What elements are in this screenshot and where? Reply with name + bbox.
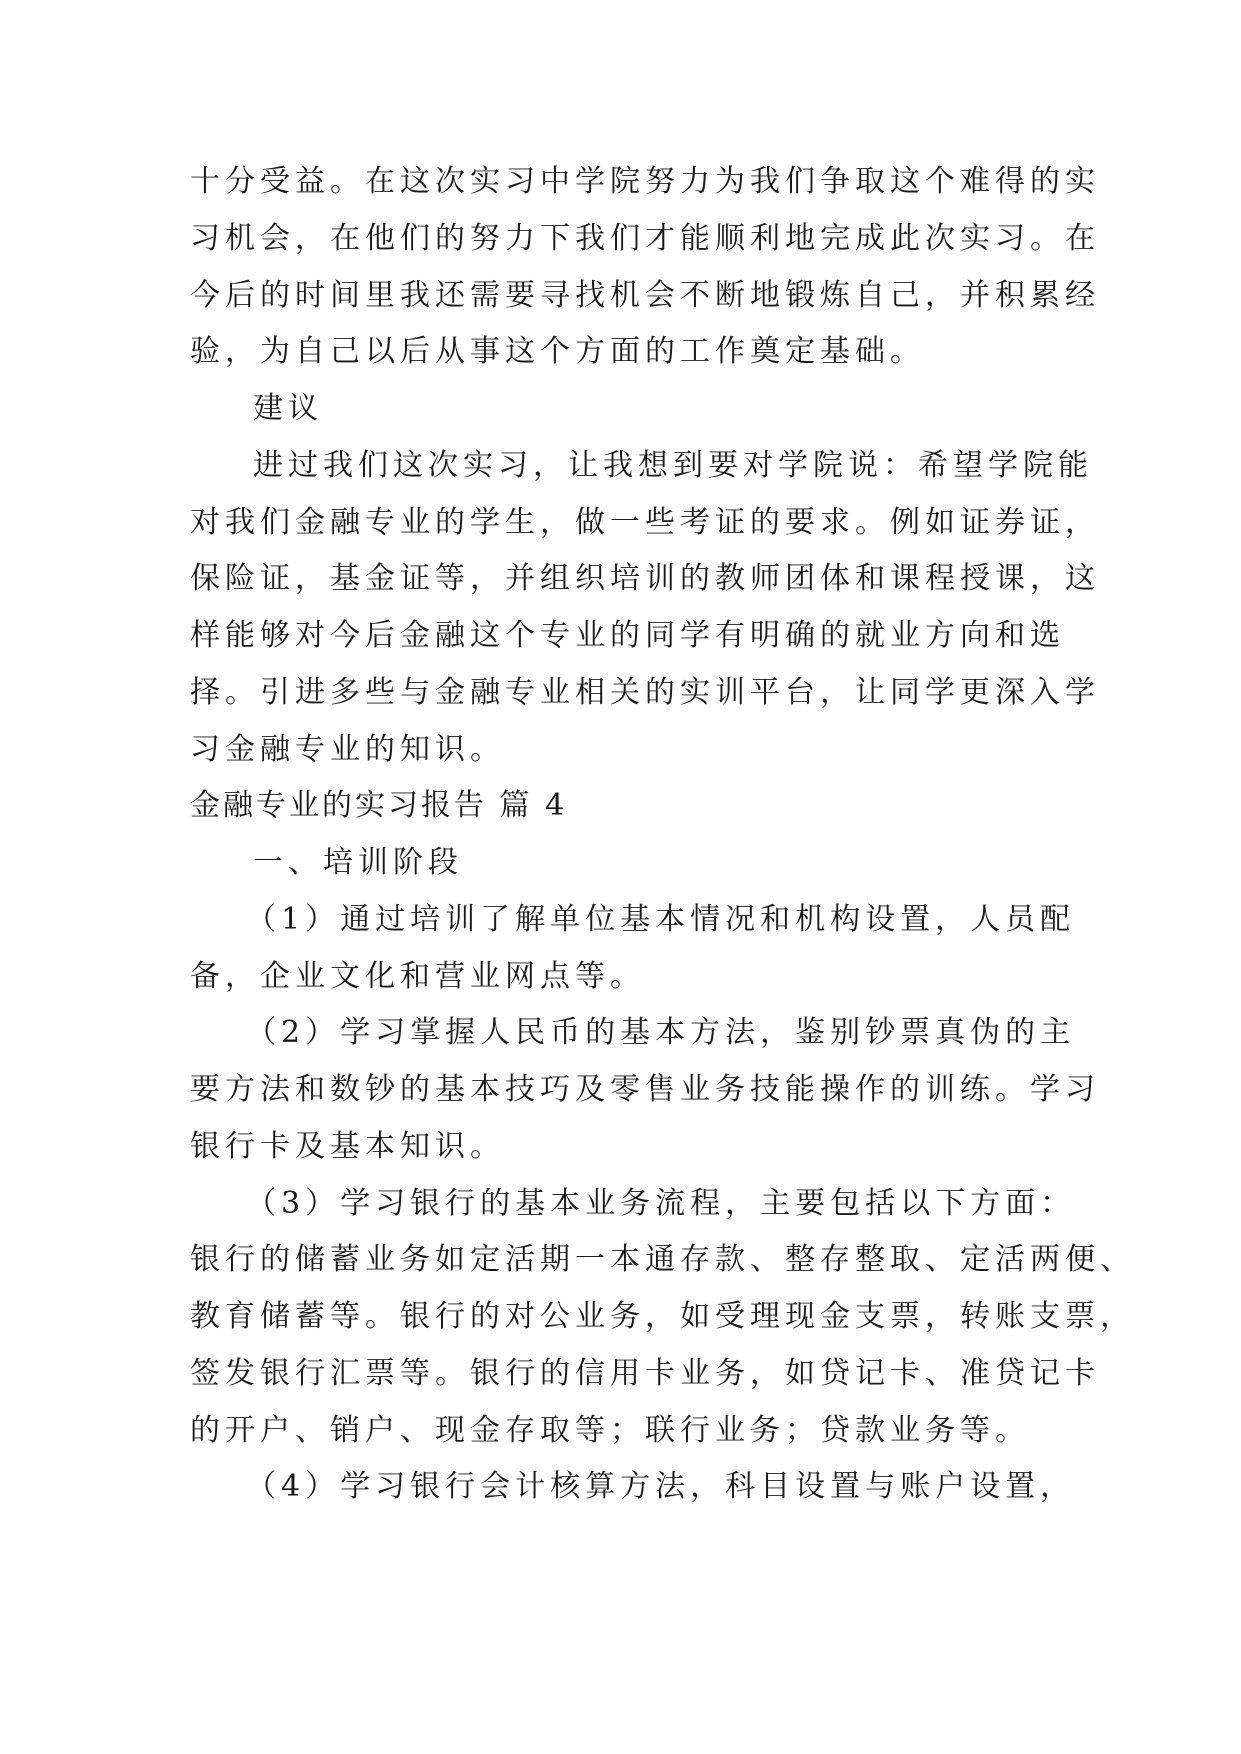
list-item-line: （4）学习银行会计核算方法，科目设置与账户设置， [246, 1469, 1076, 1504]
paragraph-line: 验，为自己以后从事这个方面的工作奠定基础。 [190, 334, 925, 369]
paragraph-line: 保险证，基金证等，并组织培训的教师团体和课程授课，这 [190, 561, 1100, 596]
list-item-line: 备，企业文化和营业网点等。 [190, 959, 645, 994]
paragraph-line: 十分受益。在这次实习中学院努力为我们争取这个难得的实 [190, 164, 1100, 199]
subsection-heading: 一、培训阶段 [253, 845, 463, 880]
list-item-line: 的开户、销户、现金存取等；联行业务；贷款业务等。 [190, 1413, 1030, 1448]
paragraph-line: 习金融专业的知识。 [190, 732, 505, 767]
list-item-line: 签发银行汇票等。银行的信用卡业务，如贷记卡、准贷记卡 [190, 1356, 1100, 1391]
section-heading: 金融专业的实习报告 篇 4 [190, 788, 568, 823]
list-item-line: （3）学习银行的基本业务流程，主要包括以下方面： [246, 1186, 1076, 1221]
list-item-line: （2）学习掌握人民币的基本方法，鉴别钞票真伪的主 [246, 1015, 1076, 1050]
paragraph-line: 择。引进多些与金融专业相关的实训平台，让同学更深入学 [190, 675, 1100, 710]
list-item-line: （1）通过培训了解单位基本情况和机构设置，人员配 [246, 902, 1076, 937]
list-item-line: 教育储蓄等。银行的对公业务，如受理现金支票，转账支票， [190, 1299, 1135, 1334]
paragraph-line: 进过我们这次实习，让我想到要对学院说：希望学院能 [253, 448, 1093, 483]
list-item-line: 要方法和数钞的基本技巧及零售业务技能操作的训练。学习 [190, 1072, 1100, 1107]
paragraph-line: 样能够对今后金融这个专业的同学有明确的就业方向和选 [190, 618, 1065, 653]
paragraph-line: 习机会，在他们的努力下我们才能顺利地完成此次实习。在 [190, 221, 1100, 256]
list-item-line: 银行卡及基本知识。 [190, 1129, 505, 1164]
paragraph-line: 对我们金融专业的学生，做一些考证的要求。例如证券证， [190, 505, 1100, 540]
list-item-line: 银行的储蓄业务如定活期一本通存款、整存整取、定活两便、 [190, 1242, 1135, 1277]
paragraph-line: 今后的时间里我还需要寻找机会不断地锻炼自己，并积累经 [190, 278, 1100, 313]
section-label: 建议 [253, 391, 323, 426]
